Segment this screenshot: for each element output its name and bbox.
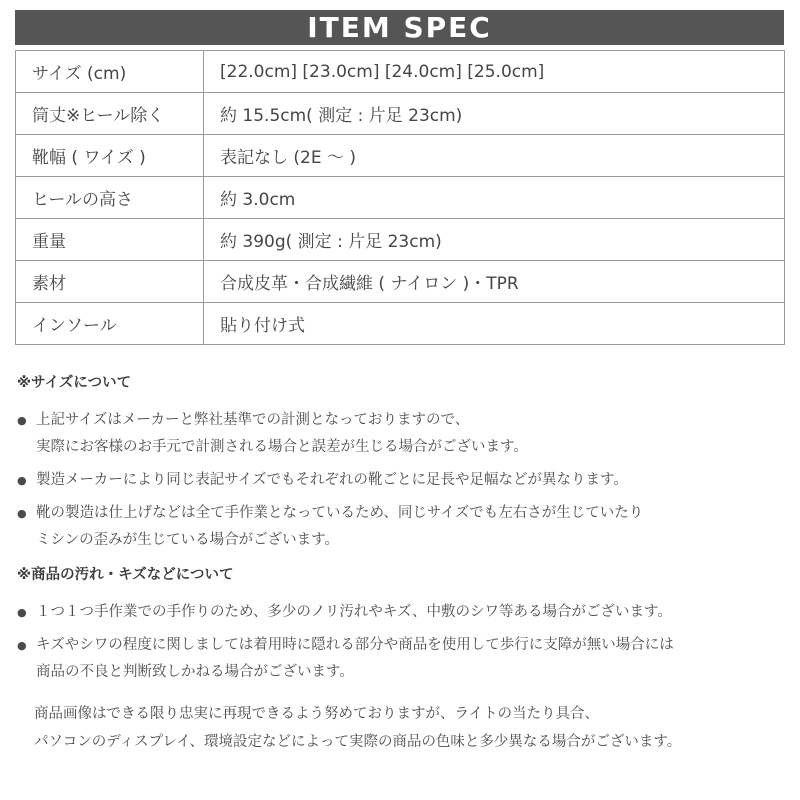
bullet-icon: ● [17,507,27,520]
size-note-item [17,407,787,461]
spec-value: 約 390g( 測定 : 片足 23cm) [204,219,785,261]
spec-row-heel-height [16,177,785,219]
spec-row-weight [16,219,785,261]
note-line: 靴の製造は仕上げなどは全て手作業となっているため、同じサイズでも左右さが生じていたり [36,505,644,521]
spec-value: 約 3.0cm [204,177,785,219]
spec-value: 合成皮革・合成繊維 ( ナイロン )・TPR [204,261,785,303]
note-line: 上記サイズはメーカーと弊社基準での計測となっておりますので、 [36,412,470,428]
disclaimer-line: 商品画像はできる限り忠実に再現できるよう努めておりますが、ライトの当たり具合、 [34,706,600,722]
bullet-icon: ● [17,474,27,487]
spec-label: 重量 [16,219,204,261]
spec-row-width [16,135,785,177]
size-notes-title: ※サイズについて [17,375,132,391]
note-line: １つ１つ手作業での手作りのため、多少のノリ汚れやキズ、中敷のシワ等ある場合がございます。 [36,604,672,620]
spec-label: 靴幅 ( ワイズ ) [16,135,204,177]
spec-value: 貼り付け式 [204,303,785,345]
spec-row-shaft-height [16,93,785,135]
spec-row-material [16,261,785,303]
size-note-item [17,500,787,554]
spec-label: 筒丈※ヒール除く [16,93,204,135]
spec-row-size [16,51,785,93]
spec-table [15,50,785,345]
stain-note-item [17,599,787,626]
spec-row-insole [16,303,785,345]
stain-notes-title: ※商品の汚れ・キズなどについて [17,567,234,583]
bullet-icon: ● [17,639,27,652]
size-note-item [17,467,787,494]
spec-value: 表記なし (2E ～ ) [204,135,785,177]
note-line: 製造メーカーにより同じ表記サイズでもそれぞれの靴ごとに足長や足幅などが異なります。 [36,472,628,488]
disclaimer-line: パソコンのディスプレイ、環境設定などによって実際の商品の色味と多少異なる場合がございます。 [34,734,682,750]
note-line: ミシンの歪みが生じている場合がございます。 [36,532,339,548]
spec-value: [22.0cm] [23.0cm] [24.0cm] [25.0cm] [204,51,785,93]
spec-label: サイズ (cm) [16,51,204,93]
spec-label: インソール [16,303,204,345]
item-spec-banner: ITEM SPEC [15,10,784,45]
notes-section [17,372,787,756]
bullet-icon: ● [17,414,27,427]
spec-label: ヒールの高さ [16,177,204,219]
bullet-icon: ● [17,606,27,619]
stain-note-item [17,632,787,686]
note-line: 商品の不良と判断致しかねる場合がございます。 [36,664,354,680]
product-image-disclaimer [17,700,787,756]
note-line: キズやシワの程度に関しましては着用時に隠れる部分や商品を使用して歩行に支障が無い場合には [36,637,674,653]
spec-label: 素材 [16,261,204,303]
note-line: 実際にお客様のお手元で計測される場合と誤差が生じる場合がございます。 [36,439,528,455]
spec-value: 約 15.5cm( 測定 : 片足 23cm) [204,93,785,135]
